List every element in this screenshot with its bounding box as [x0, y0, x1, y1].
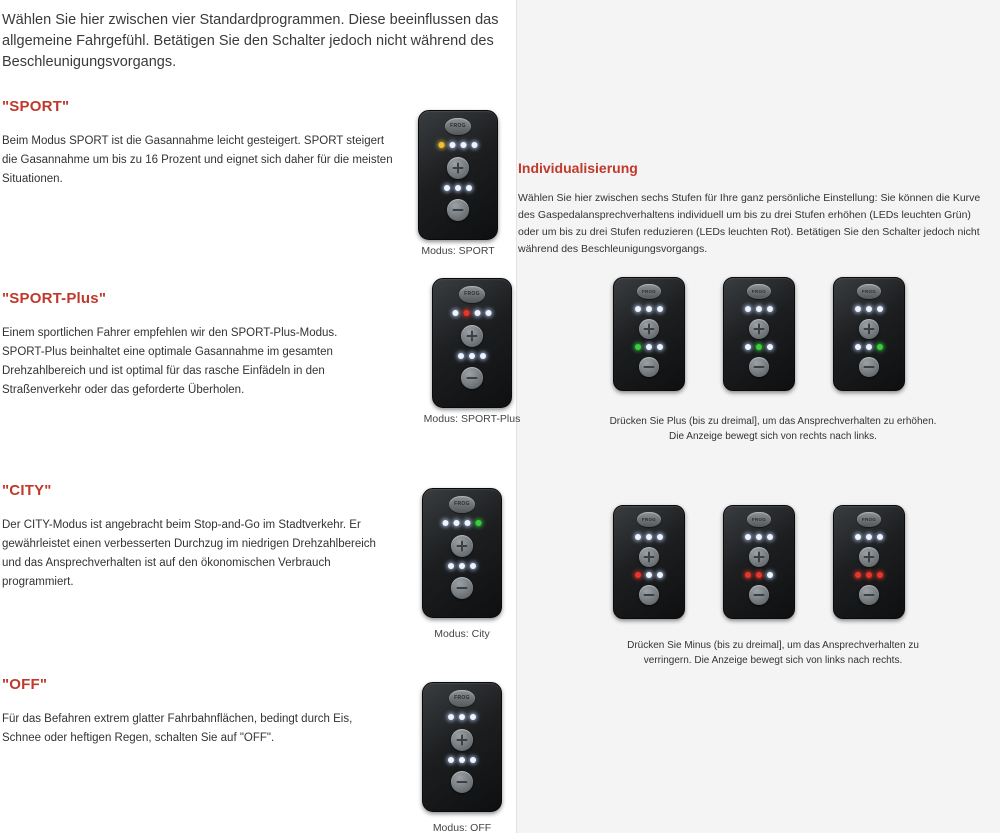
plus-button[interactable]	[447, 157, 469, 179]
plus-instruction-note: Drücken Sie Plus (bis zu dreimal], um das Ansprechverhalten zu erhöhen. Die Anzeige bewegt sich von rechts nach links.	[609, 416, 937, 442]
led	[767, 534, 773, 540]
led-row-top-sport-plus	[453, 310, 492, 316]
led	[470, 757, 476, 763]
minus-icon	[864, 366, 875, 368]
led	[866, 306, 872, 312]
minus-icon	[754, 366, 765, 368]
frog-logo: FROG	[857, 512, 881, 527]
section-text-off: Für das Befahren extrem glatter Fahrbahnflächen, bedingt durch Eis, Schnee oder heftigen Regen, schalten Sie auf "OFF".	[2, 713, 353, 744]
led	[439, 142, 445, 148]
led	[646, 344, 652, 350]
plus-button[interactable]	[451, 535, 473, 557]
led	[646, 534, 652, 540]
minus-instruction-note: Drücken Sie Minus (bis zu dreimal], um das Ansprechverhalten zu verringern. Die Anzeige bewegt sich von links nach rechts.	[627, 640, 919, 666]
minus-button[interactable]	[639, 357, 659, 377]
plus-button[interactable]	[639, 547, 659, 567]
section-heading-off: "OFF"	[2, 676, 48, 693]
led	[470, 563, 476, 569]
frog-logo: FROG	[449, 690, 475, 707]
minus-button[interactable]	[859, 585, 879, 605]
led-row-top-plus-1	[635, 306, 663, 312]
plus-icon	[648, 324, 650, 335]
minus-icon	[754, 594, 765, 596]
frog-logo: FROG	[449, 496, 475, 513]
led	[646, 572, 652, 578]
led-row-top-city	[443, 520, 482, 526]
led	[756, 306, 762, 312]
section-text-sport: Beim Modus SPORT ist die Gasannahme leicht gesteigert. SPORT steigert die Gasannahme um bis zu 16 Prozent und eignet sich daher für die meisten Situationen.	[2, 135, 393, 185]
led	[635, 306, 641, 312]
minus-button[interactable]	[447, 199, 469, 221]
frog-logo: FROG	[637, 512, 661, 527]
minus-button[interactable]	[451, 577, 473, 599]
plus-icon	[868, 324, 870, 335]
minus-icon	[457, 587, 468, 589]
led	[461, 142, 467, 148]
led	[459, 757, 465, 763]
led	[877, 534, 883, 540]
individualisierung-text: Wählen Sie hier zwischen sechs Stufen für Ihre ganz persönliche Einstellung: Sie können die Kurve des Gaspedalansprechverhaltens individuell um bis zu drei Stufen erhöhen (LEDs leuchten Grün) oder um bis zu drei Stufen reduzieren (LEDs leuchten Rot). Betätigen Sie den Schalter jedoch nicht während des Beschleunigungsvorgangs.	[518, 192, 981, 255]
device-sport-plus[interactable]	[432, 278, 512, 408]
led-row-bottom-sport	[444, 185, 472, 191]
plus-icon	[648, 552, 650, 563]
plus-icon	[471, 331, 473, 342]
device-plus-step-3[interactable]	[833, 277, 905, 391]
frog-logo: FROG	[747, 284, 771, 299]
plus-button[interactable]	[749, 547, 769, 567]
plus-button[interactable]	[451, 729, 473, 751]
individualisierung-heading: Individualisierung	[518, 160, 638, 176]
led	[745, 572, 751, 578]
minus-icon	[864, 594, 875, 596]
led	[443, 520, 449, 526]
device-plus-step-2[interactable]	[723, 277, 795, 391]
led	[745, 306, 751, 312]
led	[459, 714, 465, 720]
led-row-bottom-plus-3	[855, 344, 883, 350]
led	[767, 572, 773, 578]
frog-logo: FROG	[857, 284, 881, 299]
led-row-top-plus-2	[745, 306, 773, 312]
led	[877, 306, 883, 312]
intro-text: Wählen Sie hier zwischen vier Standardprogrammen. Diese beeinflussen das allgemeine Fahrgefühl. Betätigen Sie den Schalter jedoch nicht während des Beschleunigungsvorgangs.	[2, 12, 499, 70]
led	[657, 306, 663, 312]
led	[767, 344, 773, 350]
device-minus-step-3[interactable]	[833, 505, 905, 619]
led-row-bottom-plus-1	[635, 344, 663, 350]
led	[866, 534, 872, 540]
led	[866, 344, 872, 350]
led	[646, 306, 652, 312]
led	[855, 534, 861, 540]
device-caption-off: Modus: OFF	[432, 822, 492, 834]
led-row-bottom-minus-3	[855, 572, 883, 578]
section-text-city: Der CITY-Modus ist angebracht beim Stop-and-Go im Stadtverkehr. Er gewährleistet einen verbesserten Durchzug im niedrigen Drehzahlbereich und das Ansprechverhalten ist auf den ökonomischen Verbrauch programmiert.	[2, 519, 376, 588]
section-heading-sport-plus: "SPORT-Plus"	[2, 290, 107, 307]
led	[486, 310, 492, 316]
plus-icon	[461, 541, 463, 552]
led	[454, 520, 460, 526]
led	[767, 306, 773, 312]
minus-button[interactable]	[639, 585, 659, 605]
led	[458, 353, 464, 359]
device-minus-step-1[interactable]	[613, 505, 685, 619]
led	[866, 572, 872, 578]
led-row-top-minus-1	[635, 534, 663, 540]
plus-icon	[758, 552, 760, 563]
led	[657, 534, 663, 540]
led-row-top-sport	[439, 142, 478, 148]
led	[455, 185, 461, 191]
led	[745, 344, 751, 350]
led-row-top-off	[448, 714, 476, 720]
led-row-top-plus-3	[855, 306, 883, 312]
minus-button[interactable]	[749, 357, 769, 377]
minus-button[interactable]	[859, 357, 879, 377]
led	[470, 714, 476, 720]
led	[453, 310, 459, 316]
device-minus-step-2[interactable]	[723, 505, 795, 619]
led	[448, 563, 454, 569]
led	[756, 572, 762, 578]
led	[475, 310, 481, 316]
device-city[interactable]	[422, 488, 502, 618]
device-caption-sport-plus: Modus: SPORT-Plus	[423, 413, 521, 425]
plus-button[interactable]	[639, 319, 659, 339]
led	[745, 534, 751, 540]
led-row-bottom-minus-2	[745, 572, 773, 578]
device-plus-step-1[interactable]	[613, 277, 685, 391]
frog-logo: FROG	[445, 118, 471, 135]
led	[465, 520, 471, 526]
device-caption-city: Modus: City	[434, 628, 490, 640]
led	[877, 572, 883, 578]
led	[756, 344, 762, 350]
led-row-top-minus-2	[745, 534, 773, 540]
led	[635, 534, 641, 540]
led	[877, 344, 883, 350]
device-sport[interactable]	[418, 110, 498, 240]
minus-icon	[457, 781, 468, 783]
plus-icon	[457, 163, 459, 174]
led	[448, 714, 454, 720]
led-row-bottom-off	[448, 757, 476, 763]
led	[635, 572, 641, 578]
led	[450, 142, 456, 148]
minus-icon	[644, 366, 655, 368]
led-row-top-minus-3	[855, 534, 883, 540]
device-off[interactable]	[422, 682, 502, 812]
led	[855, 344, 861, 350]
minus-button[interactable]	[749, 585, 769, 605]
led	[472, 142, 478, 148]
plus-button[interactable]	[859, 319, 879, 339]
led	[480, 353, 486, 359]
section-text-sport-plus: Einem sportlichen Fahrer empfehlen wir den SPORT-Plus-Modus. SPORT-Plus beinhaltet eine optimale Gasannahme im gesamten Drehzahlbereich und ist optimal für das rasche Einfädeln in den Straßenverkehr oder das geforderte Überholen.	[2, 327, 338, 396]
led	[459, 563, 465, 569]
plus-icon	[461, 735, 463, 746]
led	[444, 185, 450, 191]
plus-icon	[868, 552, 870, 563]
plus-button[interactable]	[461, 325, 483, 347]
led	[657, 344, 663, 350]
led	[464, 310, 470, 316]
section-heading-sport: "SPORT"	[2, 98, 70, 115]
led	[855, 572, 861, 578]
minus-button[interactable]	[461, 367, 483, 389]
frog-logo: FROG	[747, 512, 771, 527]
minus-icon	[467, 377, 478, 379]
section-heading-city: "CITY"	[2, 482, 52, 499]
led	[657, 572, 663, 578]
plus-button[interactable]	[749, 319, 769, 339]
led-row-bottom-sport-plus	[458, 353, 486, 359]
minus-icon	[453, 209, 464, 211]
led	[448, 757, 454, 763]
minus-button[interactable]	[451, 771, 473, 793]
led	[476, 520, 482, 526]
device-caption-sport: Modus: SPORT	[421, 245, 495, 257]
frog-logo: FROG	[637, 284, 661, 299]
plus-button[interactable]	[859, 547, 879, 567]
frog-logo: FROG	[459, 286, 485, 303]
led-row-bottom-city	[448, 563, 476, 569]
led-row-bottom-plus-2	[745, 344, 773, 350]
led	[466, 185, 472, 191]
plus-icon	[758, 324, 760, 335]
led	[756, 534, 762, 540]
minus-icon	[644, 594, 655, 596]
led	[635, 344, 641, 350]
led	[855, 306, 861, 312]
led	[469, 353, 475, 359]
led-row-bottom-minus-1	[635, 572, 663, 578]
